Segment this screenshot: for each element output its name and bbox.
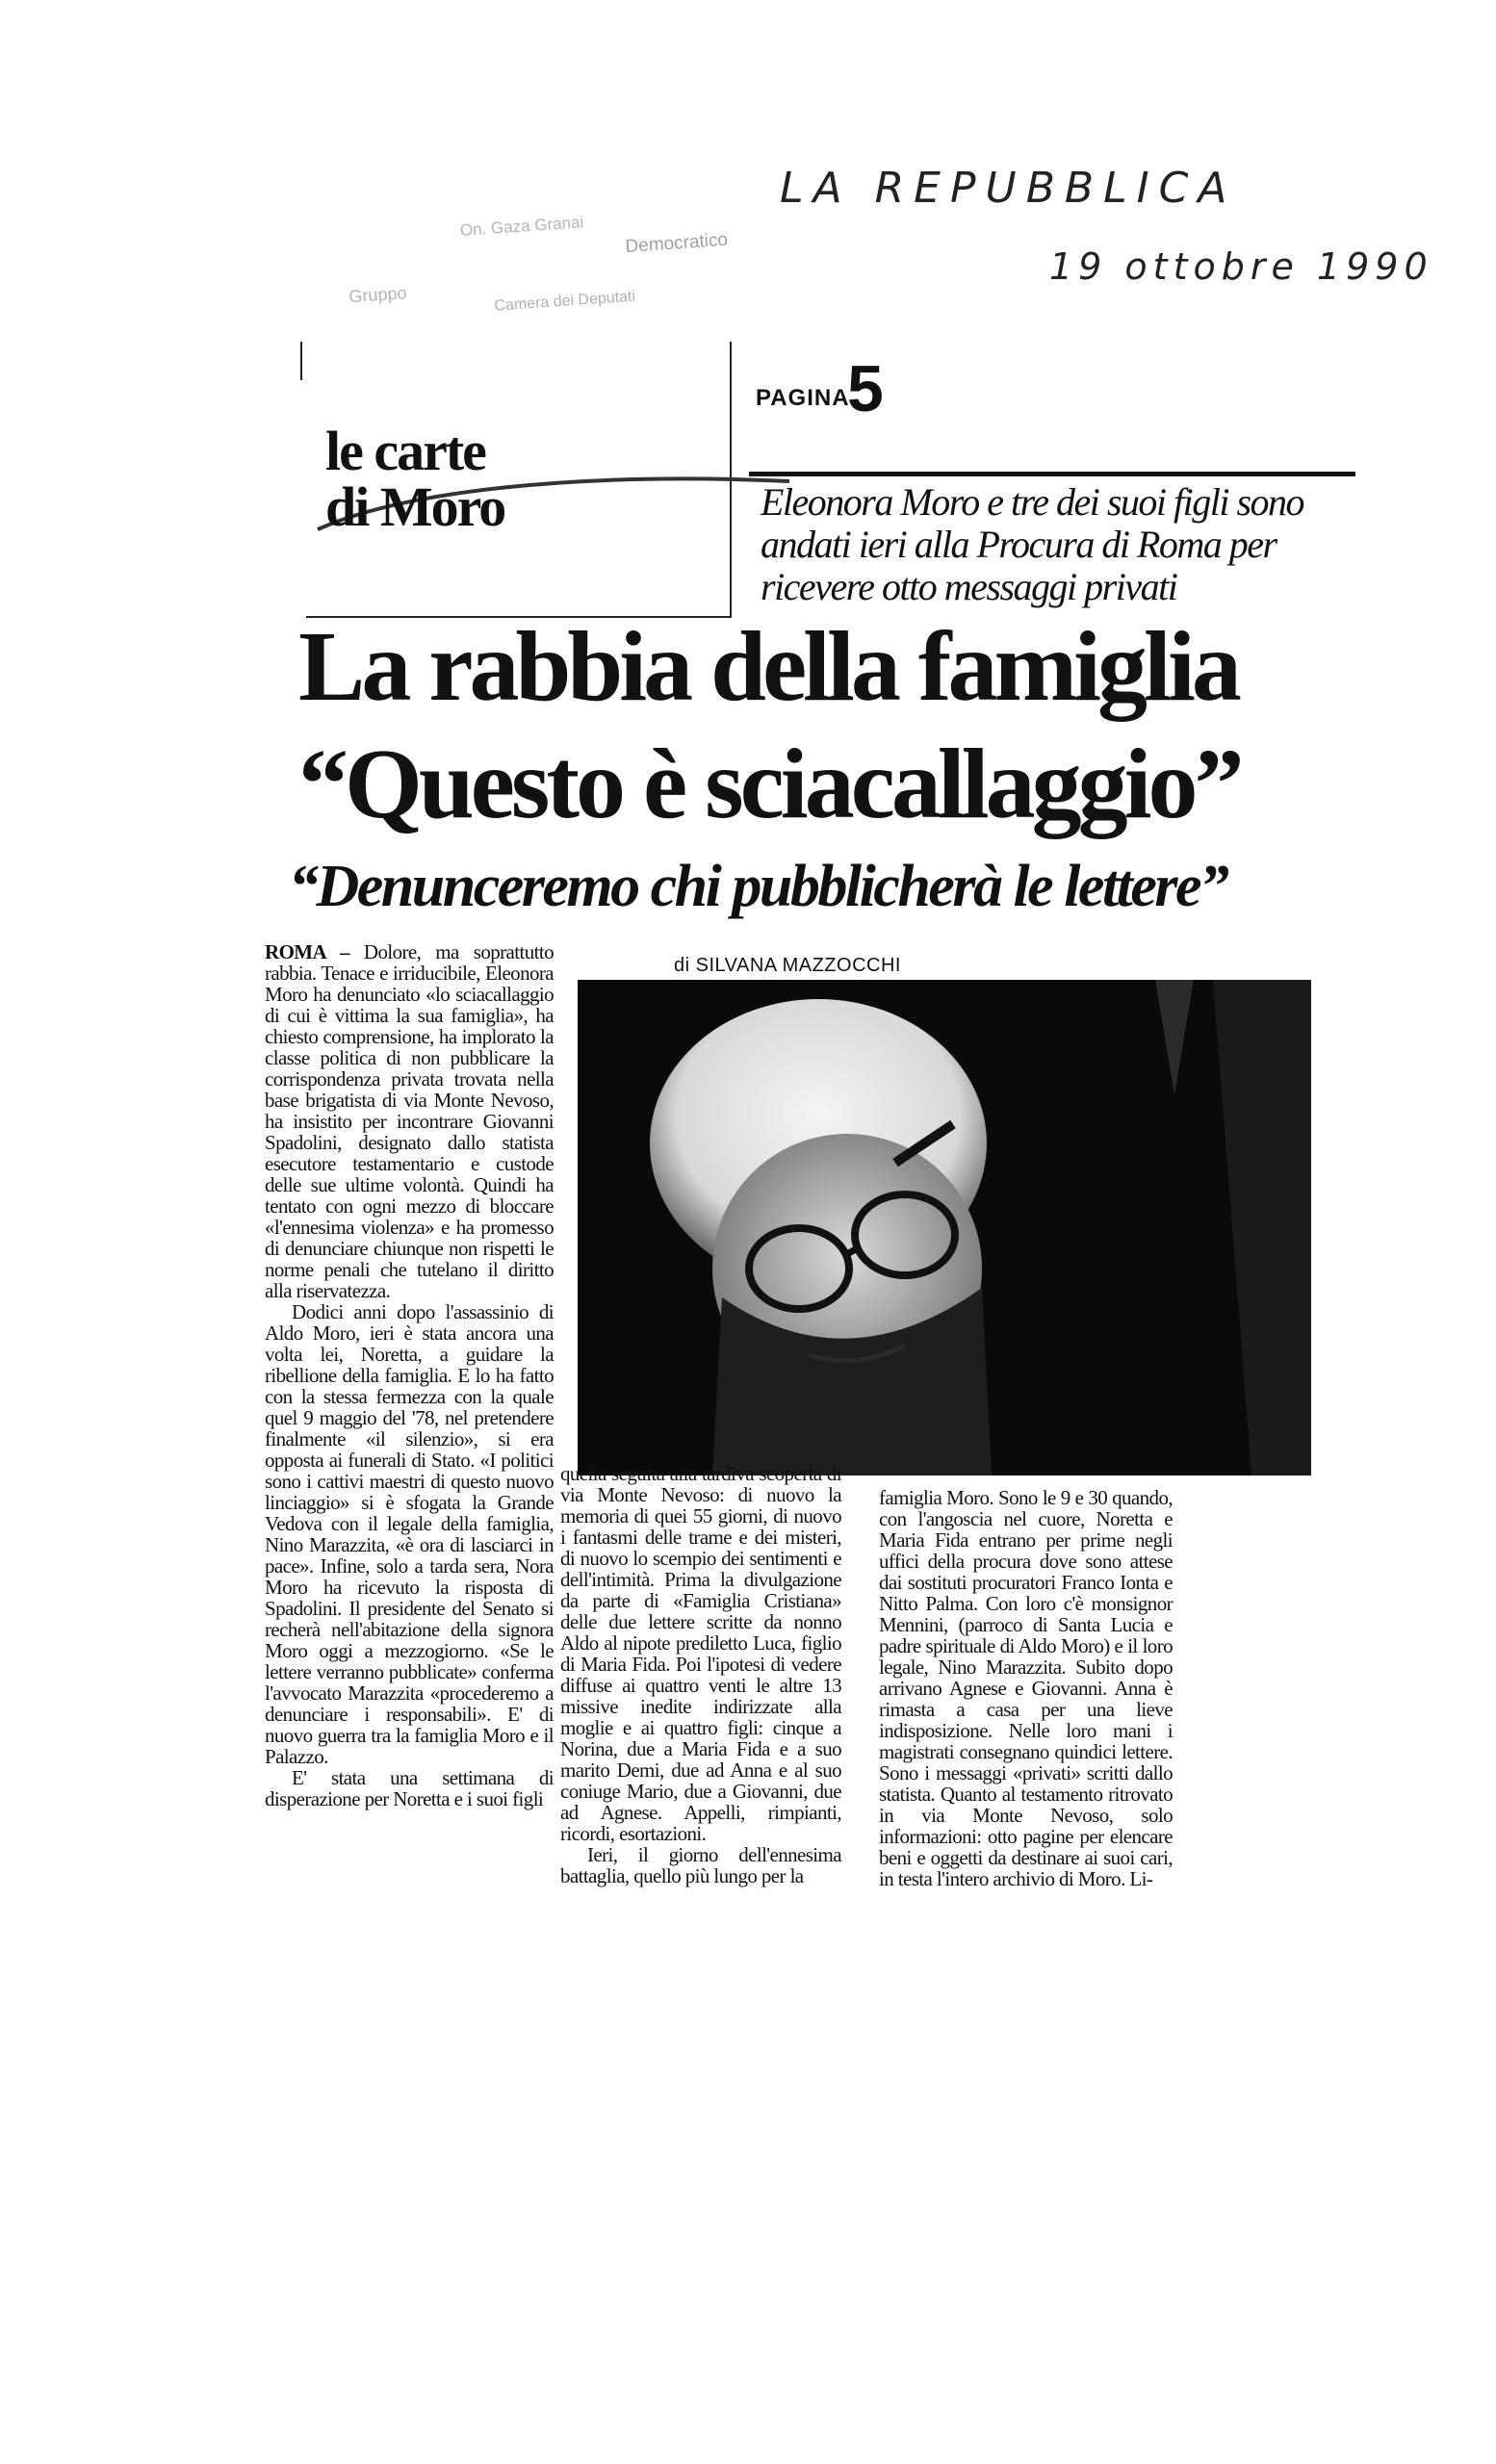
article-column-1	[265, 941, 554, 1810]
handwritten-date: 19 ottobre 1990	[1049, 245, 1433, 288]
stamp-line: On. Gaza Granai	[459, 213, 584, 241]
stamp-line: Gruppo	[348, 283, 408, 307]
paragraph-text: Dolore, ma soprattutto rabbia. Tenace e irriducibile, Eleonora Moro ha denunciato «lo sciacallaggio di cui è vittima la sua famiglia», ha chiesto comprensione, ha implorato la classe politica di non pubblicare la corrispondenza privata trovata nella base brigatista di via Monte Nevoso, ha insistito per incontrare Giovanni Spadolini, designato dallo statista esecutore testamentario e custode delle sue ultime volontà. Quindi ha tentato con ogni mezzo di bloccare «l'ennesima violenza» e ha promesso di denunciare chiunque non rispetti le norme penali che tutelano il diritto alla riservatezza.	[265, 940, 554, 1302]
stamp-line: Democratico	[624, 229, 729, 258]
article-paragraph: E' stata una settimana di disperazione per Noretta e i suoi figli	[265, 1766, 554, 1810]
archive-stamp	[343, 183, 773, 327]
kicker: Eleonora Moro e tre dei suoi figli sono andati ieri alla Procura di Roma per ricevere otto messaggi privati	[761, 480, 1304, 608]
handwritten-source: LA REPUBBLICA	[780, 164, 1237, 213]
byline: di SILVANA MAZZOCCHI	[674, 955, 901, 976]
stamp-line: Camera dei Deputati	[493, 288, 636, 315]
subheadline: “Denunceremo chi pubblicherà le lettere”	[289, 854, 1227, 919]
page-number: 5	[847, 352, 884, 425]
article-column-3	[879, 1487, 1173, 1889]
article-column-2	[560, 1463, 841, 1886]
article-paragraph: Ieri, il giorno dell'ennesima battaglia, quello più lungo per la	[560, 1843, 841, 1887]
page-label: PAGINA	[756, 385, 850, 411]
rubric-title: le carte di Moro	[325, 420, 505, 538]
article-paragraph	[265, 941, 554, 1301]
headline-line-1: La rabbia della famiglia	[298, 611, 1238, 722]
article-paragraph: famiglia Moro. Sono le 9 e 30 quando, con l'angoscia nel cuore, Noretta e Maria Fida entrano per prime negli uffici della procura dove sono attese dai sostituti procuratori Franco Ionta e Nitto Palma. Con loro c'è monsignor Mennini, (parroco di Santa Lucia e padre spirituale di Aldo Moro) e il loro legale, Nino Marazzita. Subito dopo arrivano Agnese e Giovanni. Anna è rimasta a casa per una lieve indisposizione. Nelle loro mani i magistrati consegnano quindici lettere. Sono i messaggi «privati» scritti dallo statista. Quanto al testamento ritrovato in via Monte Nevoso, solo informazioni: otto pagine per elencare beni e oggetti da destinare ai suoi cari, in testa l'intero archivio di Moro. Li-	[879, 1486, 1173, 1890]
article-photo	[578, 980, 1311, 1476]
header-rule	[749, 472, 1355, 476]
article-paragraph: Dodici anni dopo l'assassinio di Aldo Moro, ieri è stata ancora una volta lei, Noretta, a guidare la ribellione della famiglia. E lo ha fatto con la stessa fermezza con la quale quel 9 maggio del '78, nel pretendere finalmente «il silenzio», si era opposta ai funerali di Stato. «I politici sono i cattivi maestri di questo nuovo linciaggio» si è sfogata la Grande Vedova con il legale della famiglia, Nino Marazzita, «è ora di lasciarci in pace». Infine, solo a tarda sera, Nora Moro ha ricevuto la risposta di Spadolini. Il presidente del Senato si recherà nell'abitazione della signora Moro oggi a mezzogiorno. «Se le lettere verranno pubblicate» conferma l'avvocato Marazzita «procederemo a denunciare i responsabili». E' di nuovo guerra tra la famiglia Moro e il Palazzo.	[265, 1300, 554, 1768]
headline-line-2: “Questo è sciacallaggio”	[298, 729, 1241, 839]
dateline: ROMA –	[265, 940, 349, 963]
article-paragraph: quella seguita alla tardiva scoperta di via Monte Nevoso: di nuovo la memoria di quei 55 giorni, di nuovo i fantasmi delle trame e dei misteri, di nuovo lo scempio dei sentimenti e dell'intimità. Prima la divulgazione da parte di «Famiglia Cristiana» delle due lettere scritte da nonno Aldo al nipote prediletto Luca, figlio di Maria Fida. Poi l'ipotesi di vedere diffuse ai quattro venti le altre 13 missive inedite indirizzate alla moglie e ai quattro figli: cinque a Norina, due a Maria Fida e a suo marito Demi, due ad Anna e al suo coniuge Mario, due a Giovanni, due ad Agnese. Appelli, rimpianti, ricordi, esortazioni.	[560, 1462, 841, 1845]
